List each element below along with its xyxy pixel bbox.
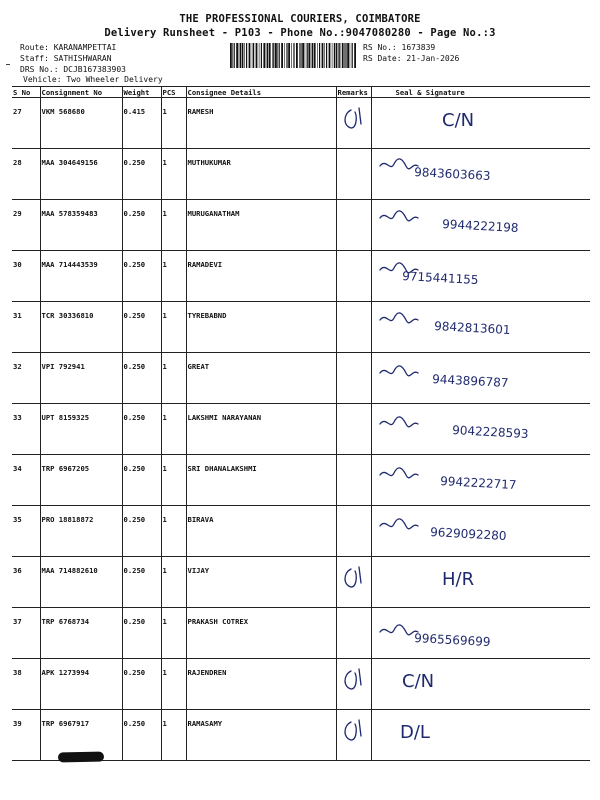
- row-sno: 30: [12, 251, 40, 302]
- consignee-name: SRI DHANALAKSHMI: [186, 455, 336, 506]
- seal-signature-cell: [371, 557, 590, 608]
- weight-value: 0.250: [122, 302, 161, 353]
- row-sno: 32: [12, 353, 40, 404]
- handwritten-phone: 9715441155: [401, 269, 479, 287]
- seal-signature-cell: [371, 608, 590, 659]
- table-row: [12, 353, 590, 404]
- seal-signature-cell: [371, 659, 590, 710]
- col-weight: Weight: [122, 87, 161, 98]
- pcs-count: 1: [161, 251, 186, 302]
- remarks-cell: [336, 404, 371, 455]
- col-consignee: Consignee Details: [186, 87, 336, 98]
- barcode-bar: [322, 43, 324, 68]
- handwritten-phone: 9965569699: [413, 631, 491, 649]
- barcode-bar: [326, 43, 327, 68]
- staff-label: Staff: SATHISHWARAN: [20, 54, 112, 63]
- col-seal-signature: Seal & Signature: [371, 87, 590, 98]
- consignee-name: GREAT: [186, 353, 336, 404]
- table-row: [12, 557, 590, 608]
- pcs-count: 1: [161, 149, 186, 200]
- row-sno: 37: [12, 608, 40, 659]
- barcode-bar: [308, 43, 310, 68]
- seal-signature-cell: [371, 200, 590, 251]
- seal-signature-cell: [371, 404, 590, 455]
- barcode-bar: [246, 43, 247, 68]
- delivery-status-handwritten: C/N: [401, 671, 434, 692]
- rs-date: RS Date: 21-Jan-2026: [363, 54, 460, 63]
- rs-number: RS No.: 1673839: [363, 43, 436, 52]
- pcs-count: 1: [161, 353, 186, 404]
- consignee-name: LAKSHMI NARAYANAN: [186, 404, 336, 455]
- handwritten-signature: [372, 608, 591, 649]
- weight-value: 0.250: [122, 608, 161, 659]
- pcs-count: 1: [161, 506, 186, 557]
- table-row: [12, 404, 590, 455]
- remark-mark: [337, 659, 372, 700]
- consignment-number: VKM 568680: [40, 98, 122, 149]
- barcode-bar: [338, 43, 339, 68]
- handwritten-signature: [372, 659, 591, 700]
- barcode-bar: [272, 43, 273, 68]
- barcode-bar: [347, 43, 349, 68]
- consignee-name: VIJAY: [186, 557, 336, 608]
- barcode-bar: [296, 43, 298, 68]
- vehicle-label: Vehicle: Two Wheeler Delivery: [23, 75, 163, 84]
- barcode-bar: [232, 43, 233, 68]
- barcode-bar: [332, 43, 333, 68]
- consignment-number: MAA 578359483: [40, 200, 122, 251]
- handwritten-signature: [372, 710, 591, 751]
- consignment-number: TRP 6768734: [40, 608, 122, 659]
- consignment-number: TCR 30336810: [40, 302, 122, 353]
- consignee-name: RAMADEVI: [186, 251, 336, 302]
- consignment-number: TRP 6967205: [40, 455, 122, 506]
- barcode-bar: [256, 43, 258, 68]
- pcs-count: 1: [161, 404, 186, 455]
- pcs-count: 1: [161, 659, 186, 710]
- handwritten-signature: [372, 353, 591, 394]
- barcode-bar: [311, 43, 312, 68]
- consignee-name: RAMESH: [186, 98, 336, 149]
- handwritten-signature: [372, 506, 591, 547]
- seal-signature-cell: [371, 455, 590, 506]
- seal-signature-cell: [371, 302, 590, 353]
- barcode-bar: [336, 43, 338, 68]
- barcode-bar: [263, 43, 265, 68]
- barcode-bar: [350, 43, 351, 68]
- remark-mark-text: H/R: [340, 595, 343, 596]
- barcode-bar: [236, 43, 238, 68]
- pcs-count: 1: [161, 302, 186, 353]
- runsheet-table: [12, 86, 590, 761]
- table-header: [12, 87, 590, 98]
- handwritten-signature: [372, 98, 591, 139]
- handwritten-signature: [372, 455, 591, 496]
- consignment-number: TRP 6967917: [40, 710, 122, 761]
- seal-signature-cell: [371, 149, 590, 200]
- barcode-bar: [307, 43, 308, 68]
- remarks-cell: [336, 710, 371, 761]
- barcode-bar: [317, 43, 318, 68]
- handwritten-signature: [372, 557, 591, 598]
- signature-scribble: [380, 313, 418, 323]
- consignee-name: MURUGANATHAM: [186, 200, 336, 251]
- remark-mark-text: D/L: [340, 748, 343, 749]
- row-sno: 28: [12, 149, 40, 200]
- remarks-cell: [336, 200, 371, 251]
- barcode-bar: [345, 43, 346, 68]
- consignee-name: PRAKASH COTREX: [186, 608, 336, 659]
- row-sno: 31: [12, 302, 40, 353]
- remark-mark: [337, 557, 372, 598]
- barcode-bar: [288, 43, 290, 68]
- signature-scribble: [380, 159, 418, 169]
- barcode-bar: [259, 43, 260, 68]
- seal-signature-cell: [371, 506, 590, 557]
- consignee-name: MUTHUKUMAR: [186, 149, 336, 200]
- col-pcs: PCS: [161, 87, 186, 98]
- barcode-bar: [244, 43, 245, 68]
- drs-label: DRS No.: DCJB167383903: [20, 65, 126, 74]
- consignee-name: TYREBABND: [186, 302, 336, 353]
- delivery-status-handwritten: C/N: [441, 110, 474, 131]
- handwritten-phone: 9942222717: [439, 474, 517, 492]
- delivery-status-handwritten: H/R: [441, 569, 474, 590]
- remarks-cell: [336, 659, 371, 710]
- weight-value: 0.250: [122, 353, 161, 404]
- handwritten-signature: [372, 149, 591, 190]
- signature-scribble: [380, 519, 418, 529]
- handwritten-signature: [372, 302, 591, 343]
- consignee-name: BIRAVA: [186, 506, 336, 557]
- handwritten-phone: 9629092280: [429, 525, 507, 543]
- runsheet-subtitle: Delivery Runsheet - P103 - Phone No.:9047080280 - Page No.:3: [104, 27, 496, 39]
- consignment-number: APK 1273994: [40, 659, 122, 710]
- barcode-bar: [230, 43, 232, 68]
- barcode-bar: [339, 43, 340, 68]
- barcode-bar: [242, 43, 244, 68]
- handwritten-phone: 9843603663: [413, 165, 491, 183]
- pcs-count: 1: [161, 710, 186, 761]
- table-row: [12, 455, 590, 506]
- weight-value: 0.250: [122, 200, 161, 251]
- weight-value: 0.250: [122, 404, 161, 455]
- barcode-bar: [299, 43, 300, 68]
- barcode-bar: [314, 43, 316, 68]
- barcode-bar: [269, 43, 271, 68]
- barcode-bar: [352, 43, 353, 68]
- handwritten-signature: [372, 404, 591, 445]
- weight-value: 0.250: [122, 710, 161, 761]
- remarks-cell: [336, 251, 371, 302]
- row-sno: 38: [12, 659, 40, 710]
- weight-value: 0.250: [122, 557, 161, 608]
- barcode-bar: [344, 43, 345, 68]
- table-row: [12, 659, 590, 710]
- seal-signature-cell: [371, 98, 590, 149]
- remarks-cell: [336, 608, 371, 659]
- barcode-bar: [305, 43, 306, 68]
- remark-mark-text: C/N: [340, 136, 343, 137]
- barcode-bar: [267, 43, 268, 68]
- row-sno: 39: [12, 710, 40, 761]
- handwritten-signature: [372, 200, 591, 241]
- pcs-count: 1: [161, 200, 186, 251]
- barcode-bar: [284, 43, 285, 68]
- pcs-count: 1: [161, 98, 186, 149]
- remark-mark: [337, 98, 372, 139]
- barcode-bar: [266, 43, 267, 68]
- barcode-bar: [249, 43, 251, 68]
- consignee-name: RAJENDREN: [186, 659, 336, 710]
- remarks-cell: [336, 302, 371, 353]
- barcode-bar: [319, 43, 320, 68]
- table-row: [12, 251, 590, 302]
- barcode-bar: [291, 43, 292, 68]
- barcode-bar: [234, 43, 235, 68]
- barcode: [230, 43, 358, 68]
- row-sno: 35: [12, 506, 40, 557]
- barcode-bar: [239, 43, 240, 68]
- weight-value: 0.250: [122, 455, 161, 506]
- barcode-bar: [261, 43, 262, 68]
- weight-value: 0.415: [122, 98, 161, 149]
- weight-value: 0.250: [122, 506, 161, 557]
- redacted-signature: [58, 752, 104, 763]
- signature-scribble: [380, 625, 418, 635]
- consignment-number: MAA 714443539: [40, 251, 122, 302]
- route-label: Route: KARANAMPETTAI: [20, 43, 117, 52]
- table-row: [12, 506, 590, 557]
- col-sno: S No: [12, 87, 40, 98]
- barcode-bar: [293, 43, 294, 68]
- col-remarks: Remarks: [336, 87, 371, 98]
- remark-mark: [337, 710, 372, 751]
- table-row: [12, 200, 590, 251]
- consignment-number: UPT 8159325: [40, 404, 122, 455]
- barcode-bar: [324, 43, 325, 68]
- barcode-bar: [334, 43, 335, 68]
- seal-signature-cell: [371, 710, 590, 761]
- barcode-bar: [281, 43, 283, 68]
- remarks-cell: [336, 455, 371, 506]
- row-sno: 33: [12, 404, 40, 455]
- row-sno: 34: [12, 455, 40, 506]
- handwritten-signature: [372, 251, 591, 292]
- table-row: [12, 608, 590, 659]
- remarks-cell: [336, 506, 371, 557]
- row-sno: 27: [12, 98, 40, 149]
- row-sno: 29: [12, 200, 40, 251]
- pcs-count: 1: [161, 455, 186, 506]
- signature-scribble: [380, 468, 418, 478]
- barcode-bar: [273, 43, 274, 68]
- signature-scribble: [380, 366, 418, 376]
- barcode-bar: [277, 43, 278, 68]
- barcode-bar: [286, 43, 287, 68]
- consignment-number: MAA 714882610: [40, 557, 122, 608]
- barcode-bar: [342, 43, 344, 68]
- pcs-count: 1: [161, 557, 186, 608]
- barcode-bar: [312, 43, 313, 68]
- consignment-number: PRO 18818872: [40, 506, 122, 557]
- remark-mark-text: C/N: [340, 697, 343, 698]
- signature-scribble: [380, 211, 418, 221]
- barcode-bar: [279, 43, 280, 68]
- weight-value: 0.250: [122, 251, 161, 302]
- consignment-number: VPI 792941: [40, 353, 122, 404]
- consignee-name: RAMASAMY: [186, 710, 336, 761]
- col-consignment: Consignment No: [40, 87, 122, 98]
- consignment-number: MAA 304649156: [40, 149, 122, 200]
- remarks-cell: [336, 353, 371, 404]
- table-row: [12, 302, 590, 353]
- row-sno: 36: [12, 557, 40, 608]
- pcs-count: 1: [161, 608, 186, 659]
- barcode-bar: [300, 43, 301, 68]
- remarks-cell: [336, 557, 371, 608]
- barcode-bar: [275, 43, 277, 68]
- table-row: [12, 98, 590, 149]
- barcode-bar: [302, 43, 304, 68]
- barcode-bar: [354, 43, 356, 68]
- delivery-status-handwritten: D/L: [399, 722, 430, 743]
- handwritten-phone: 9842813601: [433, 319, 511, 337]
- signature-scribble: [380, 417, 418, 427]
- seal-signature-cell: [371, 353, 590, 404]
- barcode-bar: [240, 43, 241, 68]
- weight-value: 0.250: [122, 659, 161, 710]
- remarks-cell: [336, 98, 371, 149]
- handwritten-phone: 9042228593: [451, 423, 529, 441]
- barcode-bar: [252, 43, 253, 68]
- barcode-bar: [253, 43, 254, 68]
- margin-mark: [6, 64, 10, 65]
- remarks-cell: [336, 149, 371, 200]
- barcode-bar: [329, 43, 331, 68]
- handwritten-phone: 9443896787: [431, 372, 509, 390]
- table-row: [12, 149, 590, 200]
- seal-signature-cell: [371, 251, 590, 302]
- weight-value: 0.250: [122, 149, 161, 200]
- handwritten-phone: 9944222198: [441, 217, 519, 235]
- company-title: THE PROFESSIONAL COURIERS, COIMBATORE: [179, 13, 421, 25]
